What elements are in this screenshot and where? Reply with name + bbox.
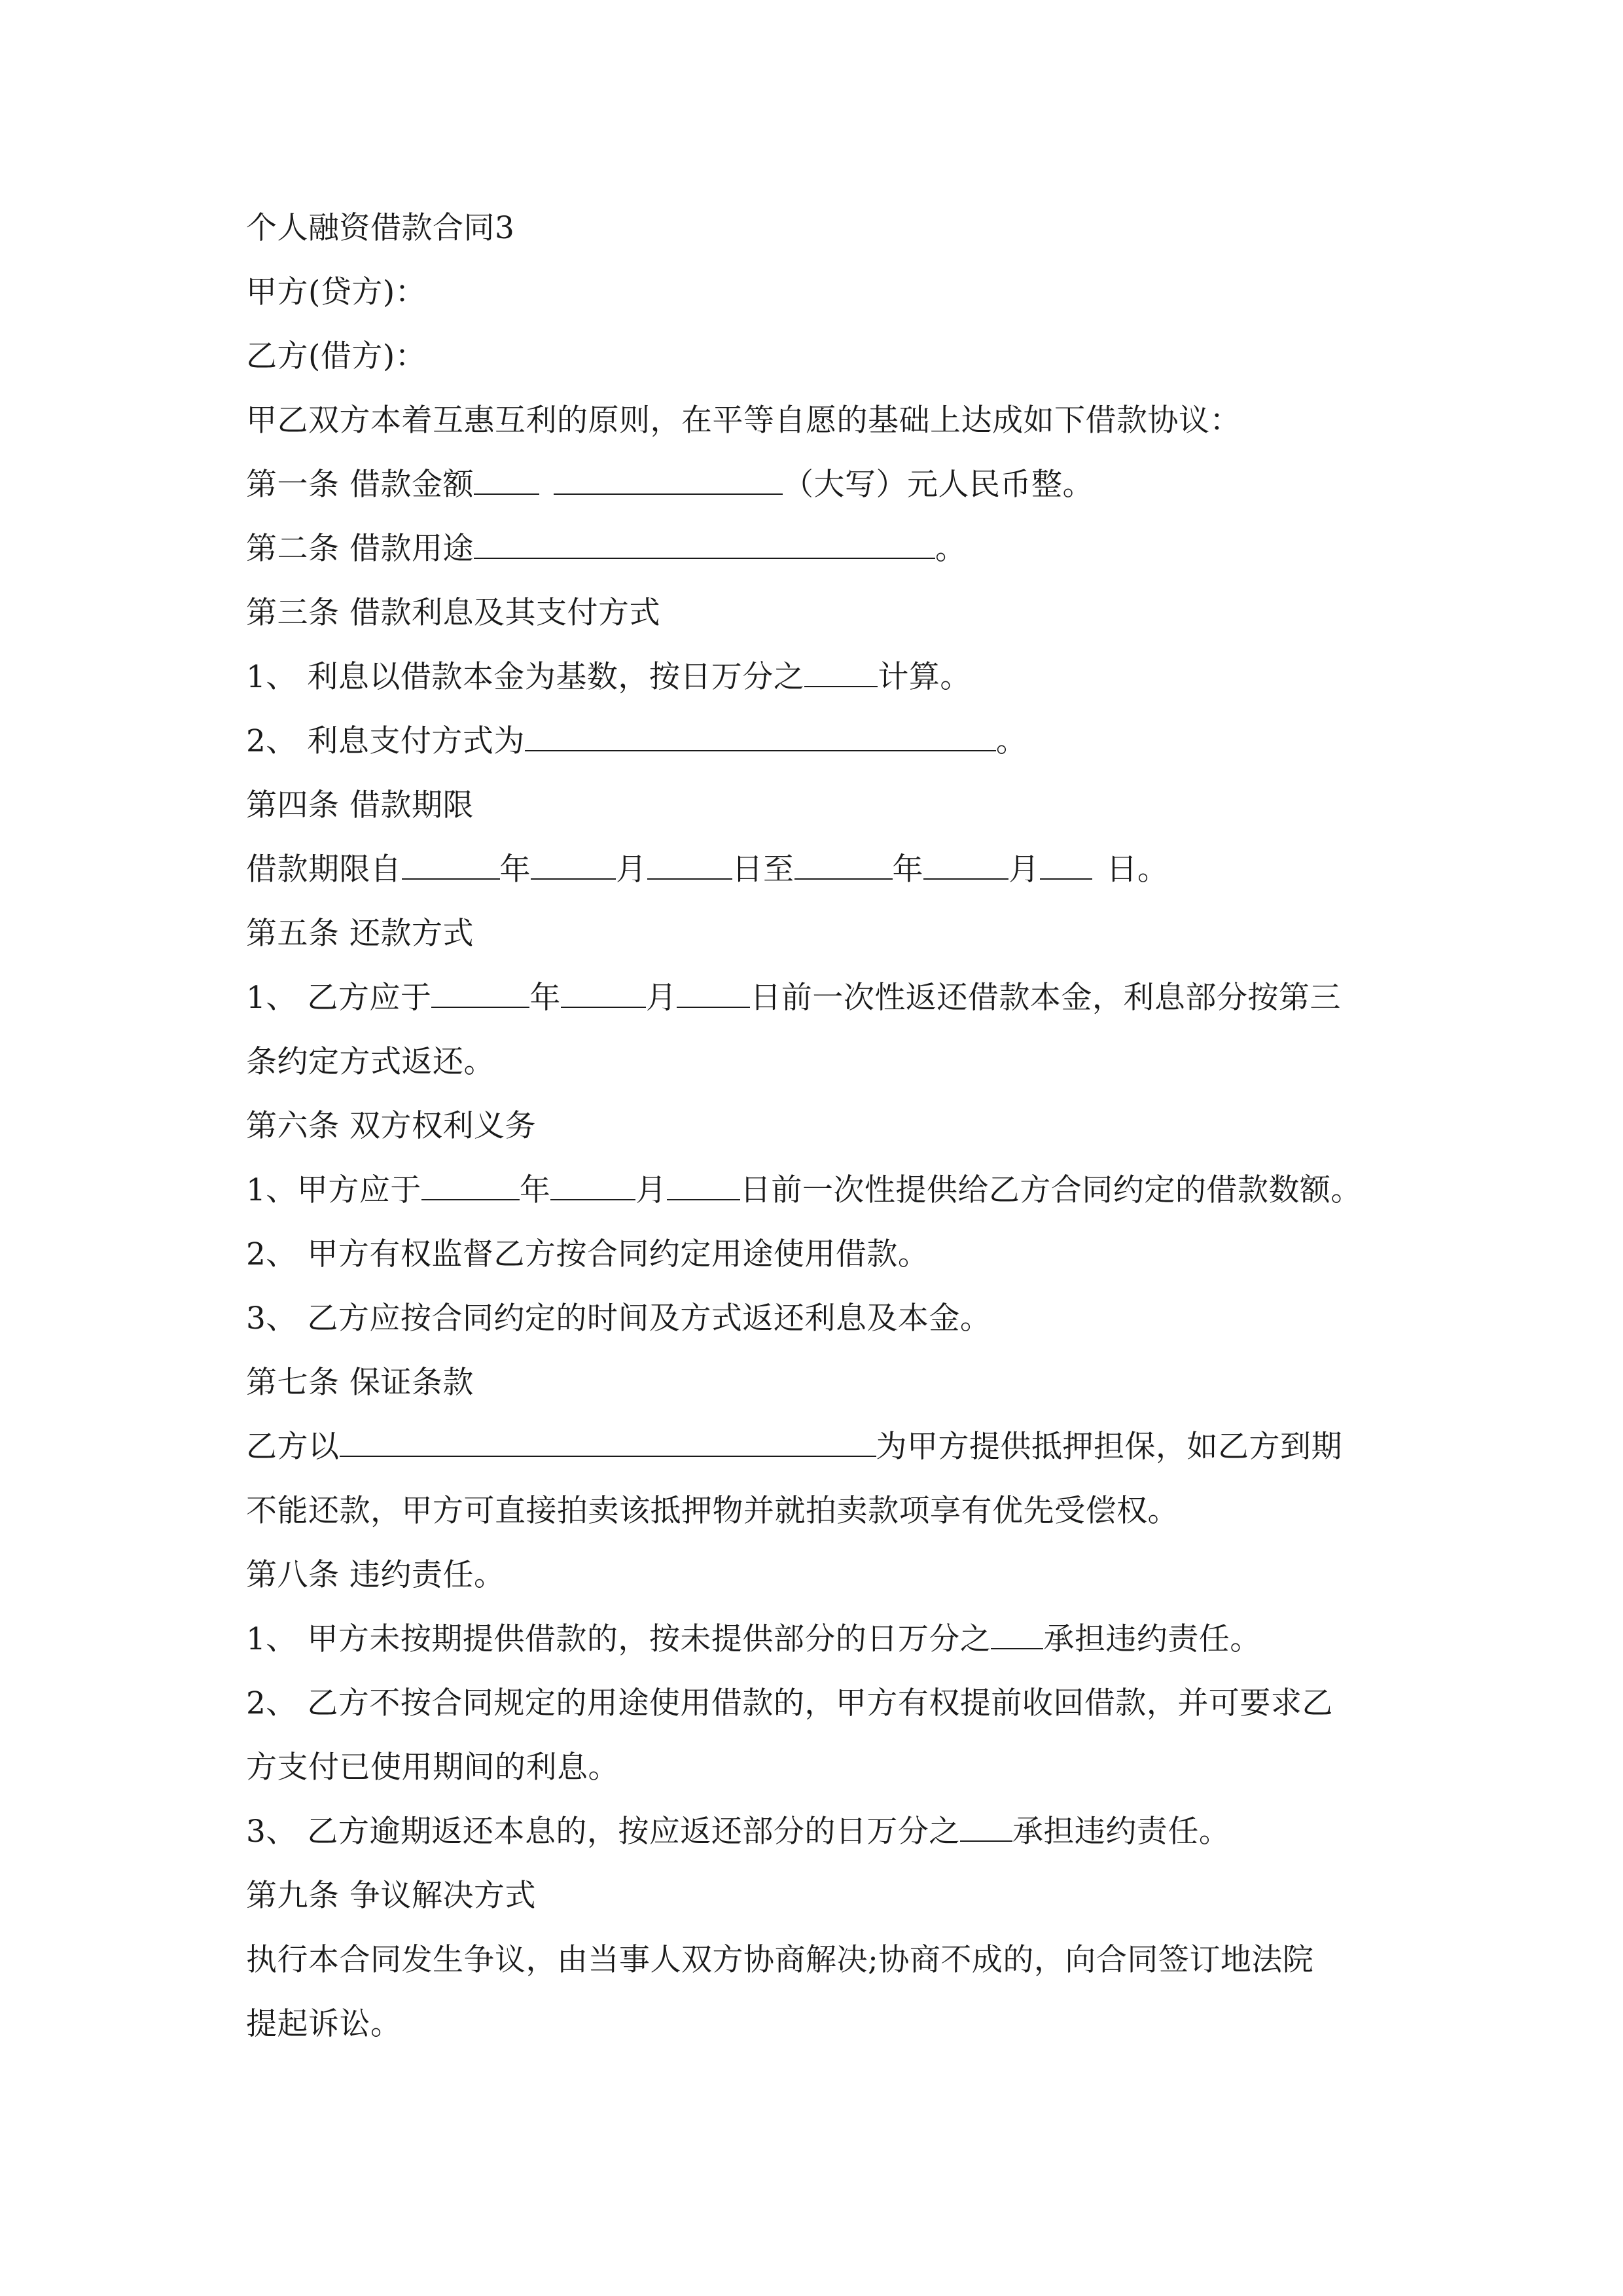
- article-8-item-1: [246, 1607, 1385, 1672]
- article-2-purpose: [246, 517, 1385, 581]
- item-text: 承担违约责任。: [1043, 1621, 1261, 1657]
- article-6-item-3: 3、 乙方应按合同约定的时间及方式返还利息及本金。: [246, 1300, 991, 1336]
- blank-field: [554, 469, 783, 495]
- item-text: 日前一次性返还借款本金，利息部分按第三: [750, 980, 1341, 1016]
- article-7-continuation: 不能还款，甲方可直接拍卖该抵押物并就拍卖款项享有优先受偿权。: [246, 1493, 1179, 1529]
- article-7-text: [246, 1415, 1385, 1479]
- blank-field: [794, 853, 893, 880]
- article-9-text: 执行本合同发生争议，由当事人双方协商解决;协商不成的，向合同签订地法院: [246, 1942, 1314, 1978]
- item-text: 。: [995, 723, 1027, 759]
- blank-field: [677, 982, 750, 1008]
- blank-field: [402, 853, 500, 880]
- item-text: 为甲方提供抵押担保，如乙方到期: [876, 1429, 1342, 1465]
- article-4-term: [246, 838, 1385, 902]
- article-8-item-3: [246, 1800, 1385, 1864]
- item-text: 年: [499, 852, 531, 888]
- article-1-amount: [246, 453, 1385, 517]
- article-3-item-2: [246, 709, 1385, 774]
- article-7-heading: 第七条 保证条款: [246, 1365, 474, 1401]
- article-6-heading: 第六条 双方权利义务: [246, 1108, 536, 1144]
- blank-field: [667, 1174, 740, 1200]
- item-text: 月: [616, 852, 647, 888]
- item-text: 日。: [1106, 852, 1169, 888]
- blank-field: [923, 853, 1008, 880]
- article-3-item-1: [246, 645, 1385, 709]
- blank-field: [804, 661, 878, 687]
- blank-field: [991, 1623, 1043, 1649]
- item-text: 月: [645, 980, 677, 1016]
- blank-field: [550, 1174, 635, 1200]
- item-text: 日至: [732, 852, 794, 888]
- party-a-line: 甲方(贷方)：: [246, 274, 427, 310]
- party-b-line: 乙方(借方)：: [246, 338, 427, 374]
- blank-field: [340, 1431, 876, 1457]
- item-text: 1、 甲方未按期提供借款的，按未提供部分的日万分之: [246, 1621, 991, 1657]
- blank-field: [531, 853, 616, 880]
- item-text: 1、 乙方应于: [246, 980, 432, 1016]
- article-9-continuation: 提起诉讼。: [246, 2006, 402, 2042]
- blank-field: [474, 469, 539, 495]
- article-9-heading: 第九条 争议解决方式: [246, 1878, 536, 1914]
- article-3-heading: 第三条 借款利息及其支付方式: [246, 595, 660, 631]
- article-1-tail: （大写）元人民币整。: [782, 467, 1094, 503]
- document-title: 个人融资借款合同3: [246, 210, 515, 246]
- article-2-label: 第二条 借款用途: [246, 531, 474, 567]
- item-text: 2、 利息支付方式为: [246, 723, 525, 759]
- blank-field: [421, 1174, 520, 1200]
- article-8-heading: 第八条 违约责任。: [246, 1557, 505, 1593]
- blank-field: [647, 853, 732, 880]
- article-5-continuation: 条约定方式返还。: [246, 1044, 495, 1080]
- item-text: 月: [1008, 852, 1040, 888]
- contract-document: [246, 196, 1385, 2056]
- intro-paragraph: 甲乙双方本着互惠互利的原则，在平等自愿的基础上达成如下借款协议：: [246, 403, 1241, 439]
- item-text: 借款期限自: [246, 852, 402, 888]
- blank-field: [474, 533, 935, 559]
- article-8-item-2-continuation: 方支付已使用期间的利息。: [246, 1749, 619, 1785]
- item-text: 月: [635, 1172, 667, 1208]
- item-text: 乙方以: [246, 1429, 340, 1465]
- item-text: 年: [892, 852, 923, 888]
- item-text: 计算。: [878, 659, 971, 695]
- blank-field: [525, 725, 996, 751]
- article-1-label: 第一条 借款金额: [246, 467, 474, 503]
- blank-field: [431, 982, 529, 1008]
- item-text: 1、甲方应于: [246, 1172, 421, 1208]
- article-2-tail: 。: [935, 531, 967, 567]
- item-text: 年: [529, 980, 561, 1016]
- item-text: 年: [519, 1172, 551, 1208]
- article-5-heading: 第五条 还款方式: [246, 916, 474, 952]
- article-8-item-2: 2、 乙方不按合同规定的用途使用借款的，甲方有权提前收回借款，并可要求乙: [246, 1685, 1333, 1721]
- item-text: 承担违约责任。: [1012, 1814, 1230, 1850]
- item-text: 日前一次性提供给乙方合同约定的借款数额。: [740, 1172, 1362, 1208]
- article-4-heading: 第四条 借款期限: [246, 787, 474, 823]
- item-text: 3、 乙方逾期返还本息的，按应返还部分的日万分之: [246, 1814, 960, 1850]
- blank-field: [960, 1816, 1012, 1842]
- article-6-item-2: 2、 甲方有权监督乙方按合同约定用途使用借款。: [246, 1236, 929, 1272]
- blank-field: [561, 982, 646, 1008]
- article-6-item-1: [246, 1158, 1385, 1223]
- item-text: 1、 利息以借款本金为基数，按日万分之: [246, 659, 805, 695]
- article-5-item-1: [246, 966, 1385, 1030]
- blank-field: [1040, 853, 1092, 880]
